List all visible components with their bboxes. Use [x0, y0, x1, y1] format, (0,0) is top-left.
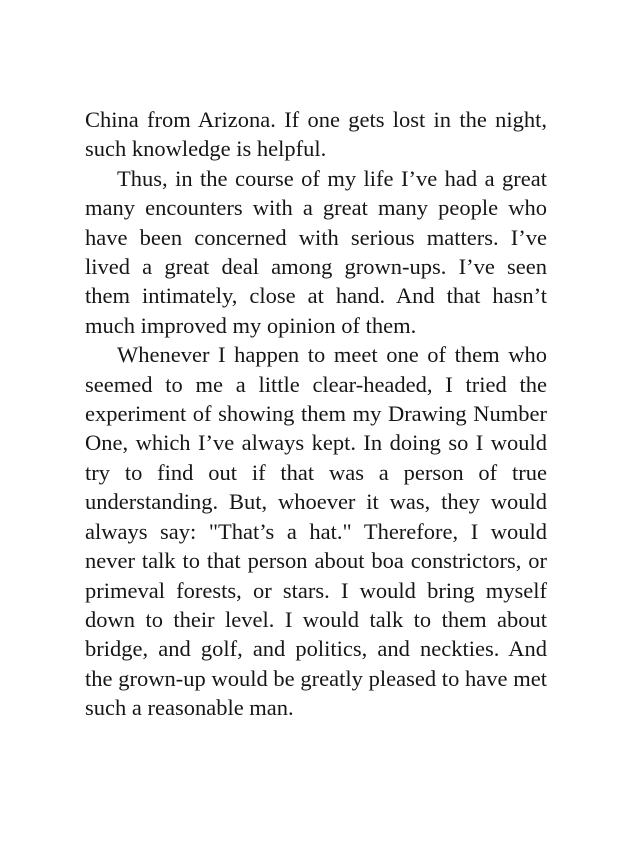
paragraph-3: Whenever I happen to meet one of them who seemed to me a little clear-headed, I tried the experiment of showing them my Drawing Number One, which I’ve always kept. In doing so I would try to find out if that was a person of true understanding. But, whoever it was, they would always say: "That’s a hat." Therefore, I would never talk to that person about boa constrictors, or primeval forests, or stars. I would bring myself down to their level. I would talk to them about bridge, and golf, and politics, and neckties. And the grown-up would be greatly pleased to have met such a reasonable man.: [85, 342, 547, 721]
paragraph-1: China from Arizona. If one gets lost in the night, such knowledge is helpful.: [85, 107, 547, 162]
paragraph-2: Thus, in the course of my life I’ve had a great many encounters with a great many people who have been concerned with serious matters. I’ve lived a great deal among grown-ups. I’ve seen them intimately, close at hand. And that hasn’t much improved my opinion of them.: [85, 165, 547, 338]
page-body-text: [85, 105, 547, 723]
